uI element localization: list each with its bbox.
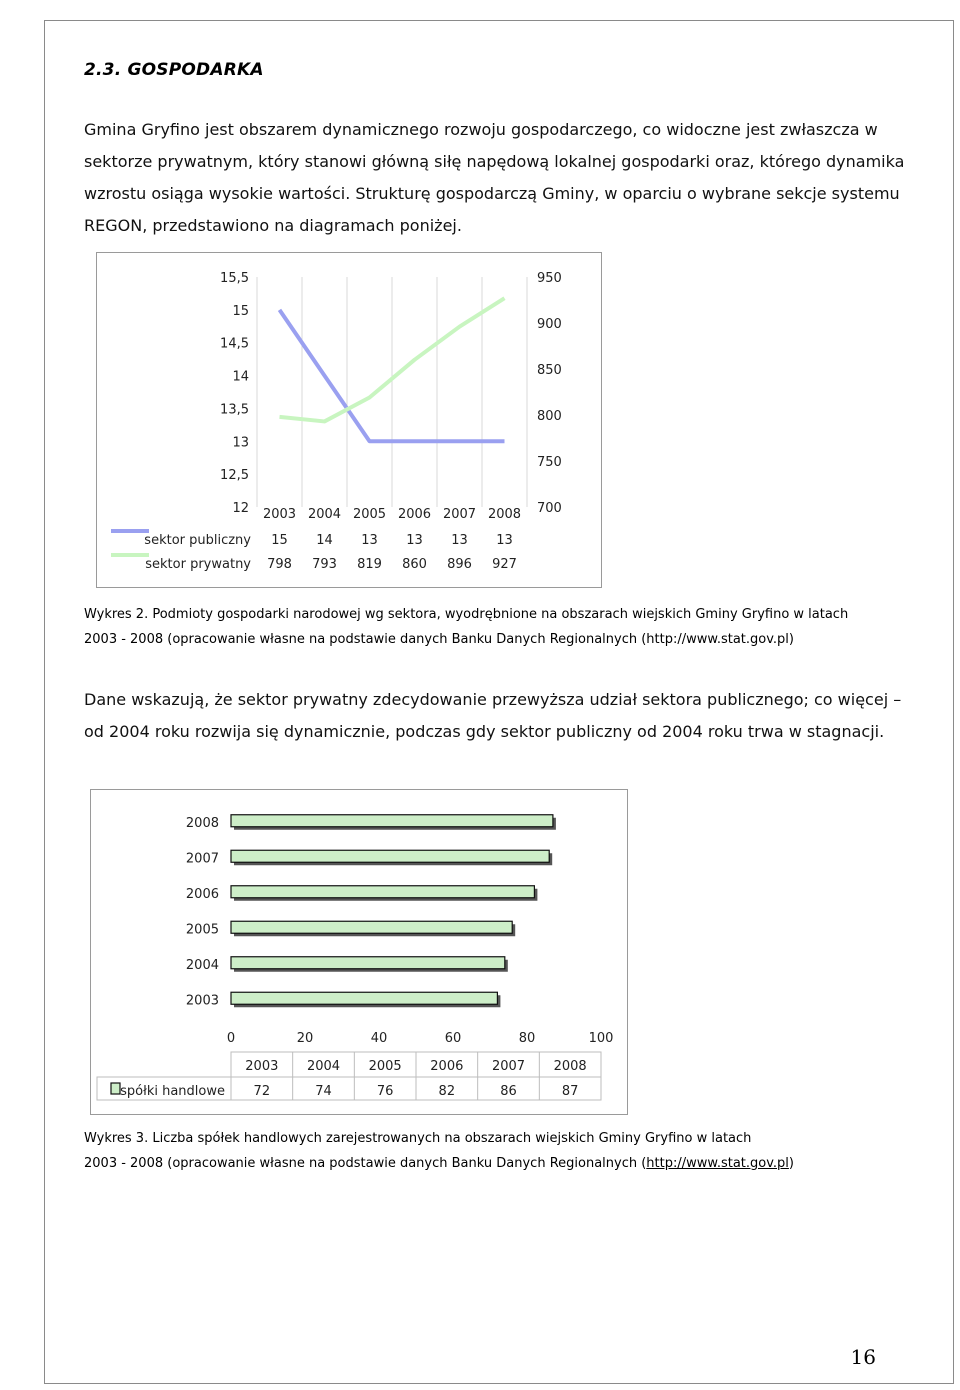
- analysis-line1: Dane wskazują, że sektor prywatny zdecydowanie przewyższa udział sektora publicznego; co więcej –: [84, 690, 902, 709]
- table-category-label: 2003: [262, 507, 297, 522]
- chart2-caption-suffix: ): [788, 1156, 794, 1171]
- intro-paragraph: [84, 114, 905, 242]
- category-label: 2007: [185, 851, 219, 867]
- companies-bar-chart-svg: [91, 790, 627, 1114]
- chart2-caption: [84, 1126, 794, 1176]
- table-cell-value: 14: [316, 533, 333, 548]
- legend-series-label: spółki handlowe: [120, 1084, 225, 1099]
- table-cell-value: 13: [496, 533, 513, 548]
- right-axis-tick: 900: [537, 317, 562, 332]
- left-axis-tick: 15,5: [220, 271, 249, 286]
- table-cell-value: 13: [361, 533, 378, 548]
- bar: [231, 815, 553, 827]
- table-cell-value: 819: [357, 557, 382, 572]
- left-axis-tick: 12,5: [220, 468, 249, 484]
- left-axis-tick: 12: [232, 501, 249, 516]
- table-cell-value: 86: [500, 1084, 517, 1099]
- category-label: 2005: [185, 922, 219, 938]
- table-category-label: 2008: [553, 1059, 587, 1074]
- left-axis-tick: 13,5: [220, 402, 249, 418]
- table-cell-value: 13: [406, 533, 423, 548]
- bar: [231, 992, 497, 1004]
- legend-series-label: sektor publiczny: [144, 533, 251, 548]
- table-cell-value: 15: [271, 533, 288, 548]
- bar: [231, 850, 549, 862]
- table-cell-value: 793: [312, 557, 337, 572]
- right-axis-tick: 950: [537, 271, 562, 286]
- analysis-paragraph: [84, 684, 901, 748]
- table-cell-value: 74: [315, 1084, 332, 1099]
- x-axis-tick: 40: [370, 1031, 388, 1046]
- analysis-line2: od 2004 roku rozwija się dynamicznie, podczas gdy sektor publiczny od 2004 roku trwa w stagnacji.: [84, 722, 885, 741]
- left-axis-tick: 13: [232, 435, 249, 451]
- sector-line-chart-svg: [97, 253, 601, 587]
- chart2-caption-prefix: 2003 - 2008 (opracowanie własne na podstawie danych Banku Danych Regionalnych (: [84, 1156, 647, 1171]
- table-cell-value: 927: [492, 557, 517, 572]
- table-cell-value: 87: [561, 1084, 579, 1099]
- table-category-label: 2008: [487, 507, 522, 522]
- legend-series-label: sektor prywatny: [145, 557, 251, 572]
- left-axis-tick: 14,5: [220, 336, 249, 352]
- table-cell-value: 72: [253, 1084, 271, 1099]
- intro-line: Gmina Gryfino jest obszarem dynamicznego rozwoju gospodarczego, co widoczne jest zwłaszcza w: [84, 120, 878, 139]
- table-cell-value: 798: [267, 557, 292, 572]
- bar: [231, 957, 505, 969]
- intro-line: REGON, przedstawiono na diagramach poniżej.: [84, 216, 462, 235]
- bar: [231, 921, 512, 933]
- left-axis-tick: 14: [232, 369, 249, 385]
- category-label: 2004: [185, 957, 219, 973]
- right-axis-tick: 700: [537, 501, 562, 516]
- x-axis-tick: 80: [518, 1031, 536, 1046]
- x-axis-tick: 0: [226, 1031, 236, 1046]
- category-label: 2008: [185, 815, 219, 831]
- table-category-label: 2007: [442, 507, 477, 522]
- chart1-caption: [84, 602, 848, 652]
- chart1-caption-line2: 2003 - 2008 (opracowanie własne na podstawie danych Banku Danych Regionalnych (http://www.stat.gov.pl): [84, 632, 794, 647]
- right-axis-tick: 850: [537, 363, 562, 378]
- chart2-caption-line2: [84, 1151, 794, 1176]
- table-category-label: 2005: [352, 507, 387, 522]
- table-cell-value: 13: [451, 533, 468, 548]
- right-axis-tick: 800: [537, 409, 562, 424]
- table-category-label: 2004: [306, 1059, 341, 1074]
- x-axis-tick: 60: [444, 1031, 462, 1046]
- table-cell-value: 82: [438, 1084, 456, 1099]
- companies-bar-chart: [90, 789, 628, 1115]
- left-axis-tick: 15: [232, 303, 249, 319]
- intro-line: sektorze prywatnym, który stanowi główną siłę napędową lokalnej gospodarki oraz, którego dynamika: [84, 152, 905, 171]
- category-label: 2003: [185, 993, 219, 1009]
- table-category-label: 2005: [368, 1059, 402, 1074]
- legend-key: [111, 1083, 120, 1094]
- table-cell-value: 896: [447, 557, 472, 572]
- table-category-label: 2006: [397, 507, 432, 522]
- table-cell-value: 860: [402, 557, 427, 572]
- table-cell-value: 76: [376, 1084, 394, 1099]
- page-number: 16: [850, 1345, 876, 1369]
- table-category-label: 2007: [491, 1059, 526, 1074]
- table-category-label: 2006: [430, 1059, 464, 1074]
- x-axis-tick: 100: [588, 1031, 614, 1046]
- x-axis-tick: 20: [296, 1031, 314, 1046]
- table-category-label: 2003: [245, 1059, 279, 1074]
- bar: [231, 886, 534, 898]
- chart2-caption-line1: Wykres 3. Liczba spółek handlowych zarejestrowanych na obszarach wiejskich Gminy Gryfino w latach: [84, 1131, 752, 1146]
- chart1-caption-line1: Wykres 2. Podmioty gospodarki narodowej wg sektora, wyodrębnione na obszarach wiejskich Gminy Gryfino w latach: [84, 607, 849, 622]
- category-label: 2006: [185, 886, 219, 902]
- right-axis-tick: 750: [537, 455, 562, 470]
- intro-line: wzrostu osiąga wysokie wartości. Strukturę gospodarczą Gminy, w oparciu o wybrane sekcje systemu: [84, 184, 900, 203]
- source-link[interactable]: http://www.stat.gov.pl: [646, 1156, 789, 1171]
- sector-line-chart: [96, 252, 602, 588]
- table-category-label: 2004: [307, 507, 342, 522]
- section-heading: 2.3. GOSPODARKA: [84, 60, 264, 80]
